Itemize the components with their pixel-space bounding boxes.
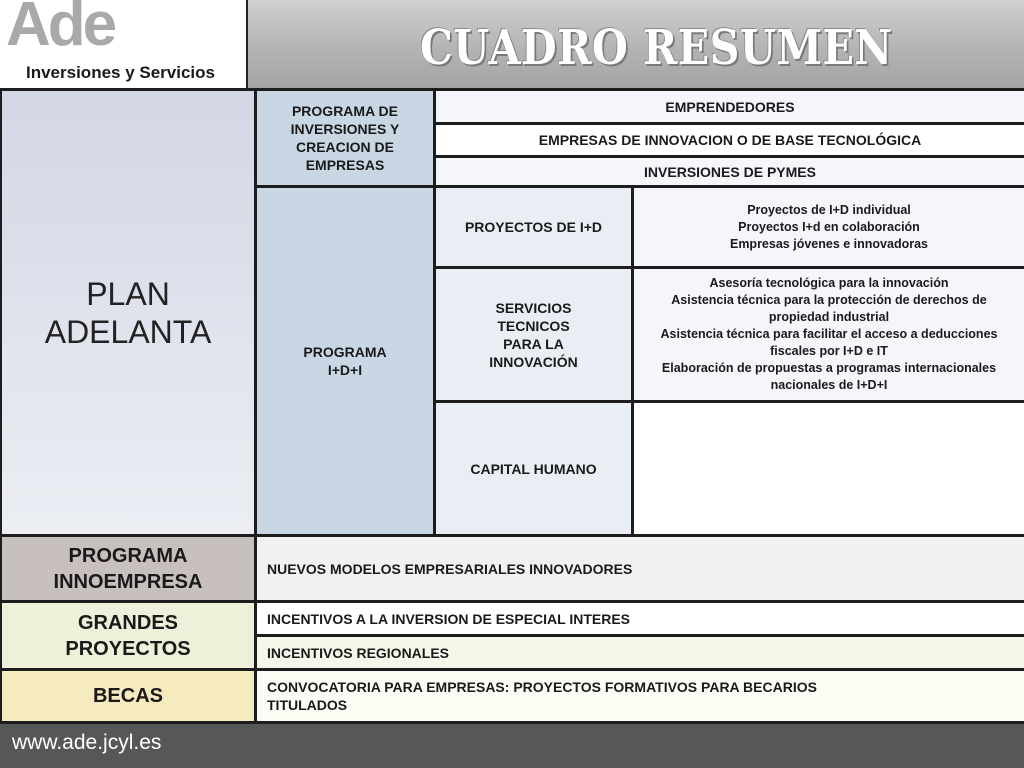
logo-subtitle: Inversiones y Servicios	[26, 63, 215, 82]
nuevos-modelos-cell: NUEVOS MODELOS EMPRESARIALES INNOVADORES	[257, 537, 1024, 600]
capital-humano-cell: CAPITAL HUMANO	[436, 403, 631, 534]
grandes-proyectos-cell: GRANDES PROYECTOS	[2, 603, 254, 668]
programa-innoempresa-cell: PROGRAMA INNOEMPRESA	[2, 537, 254, 600]
servicios-tecnicos-detail: Asesoría tecnológica para la innovación Asistencia técnica para la protección de derechos de propiedad industrial Asistencia técnica para facilitar el acceso a deducciones fiscales por I+D e IT Elaboración de propuestas a programas internacionales nacionales de I+D+I	[634, 269, 1024, 400]
incentivos-regionales-cell: INCENTIVOS REGIONALES	[257, 637, 1024, 668]
proyectos-idi-cell: PROYECTOS DE I+D	[436, 188, 631, 266]
plan-adelanta-cell: PLAN ADELANTA	[2, 91, 254, 534]
logo	[0, 0, 248, 88]
inversiones-pymes-cell: INVERSIONES DE PYMES	[436, 158, 1024, 185]
logo-mark: Ade	[6, 0, 115, 59]
page-title: CUADRO RESUMEN	[420, 20, 893, 76]
empresas-innovacion-cell: EMPRESAS DE INNOVACION O DE BASE TECNOLÓGICA	[436, 125, 1024, 155]
footer-url-link[interactable]: www.ade.jcyl.es	[12, 731, 162, 754]
emprendedores-cell: EMPRENDEDORES	[436, 91, 1024, 122]
capital-humano-detail	[634, 403, 1024, 534]
incentivos-especial-cell: INCENTIVOS A LA INVERSION DE ESPECIAL INTERES	[257, 603, 1024, 634]
becas-cell: BECAS	[2, 671, 254, 721]
servicios-tecnicos-cell: SERVICIOS TECNICOS PARA LA INNOVACIÓN	[436, 269, 631, 400]
proyectos-idi-detail: Proyectos de I+D individual Proyectos I+d en colaboración Empresas jóvenes e innovadoras	[634, 188, 1024, 266]
convocatoria-cell: CONVOCATORIA PARA EMPRESAS: PROYECTOS FORMATIVOS PARA BECARIOS TITULADOS	[257, 671, 1024, 721]
programa-inversiones-cell: PROGRAMA DE INVERSIONES Y CREACION DE EMPRESAS	[257, 91, 433, 185]
programa-idi-cell: PROGRAMA I+D+I	[257, 188, 433, 534]
